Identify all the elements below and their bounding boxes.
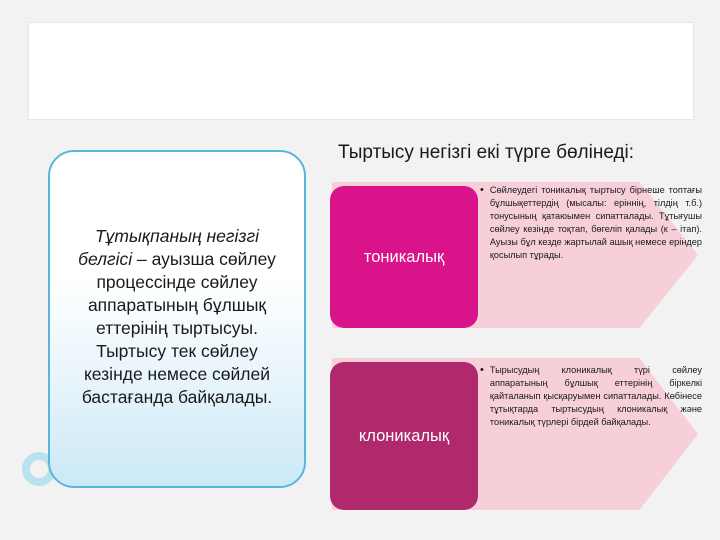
definition-panel [48,150,306,488]
category-label-tonikalyq: тоникалық [363,247,445,266]
definition-body: – ауызша сөйлеу процессінде сөйлеу аппаратының бұлшық еттерінің тыртысуы. Тыртысу тек сөйлеу кезінде немесе сөйлей бастағанда байқалады. [81,248,276,408]
description-block-klonikalyq [480,364,702,429]
description-text-klonikalyq: Тырысудың клоникалық түрі сөйлеу аппаратының бұлшық еттерінің біркелкі қайталанып қысқаруымен сипатталады. Көбінесе тұтықтарда тыртысудың клоникалық және тоникалық түрлері бірдей байқалады. [489,365,702,428]
section-heading: Тыртысу негізгі екі түрге бөлінеді: [338,142,635,163]
category-label-klonikalyq: клоникалық [358,426,450,445]
page-title [29,23,693,43]
description-text-tonikalyq: Сөйлеудегі тоникалық тыртысу бірнеше топтағы бұлшықеттердің (мысалы: еріннің, тілдің т.б.) тонусының қатаюымен сипатталады. Тұтығушы сөйлеу кезінде тоқтап, бөгеліп қалады (к – ітап). Ауызы бұл кезде жартылай ашық немесе еріндер қосылып тұрады. [489,185,702,261]
category-box-klonikalyq[interactable] [330,362,478,510]
category-box-tonikalyq[interactable] [330,186,478,328]
definition-text [70,225,284,410]
description-block-tonikalyq [480,184,702,262]
bullet-icon: • [480,184,484,196]
title-placeholder[interactable] [28,22,694,120]
definition-term: Тұтықпаның негізгі белгісі [78,225,260,269]
bullet-icon: • [480,364,484,376]
